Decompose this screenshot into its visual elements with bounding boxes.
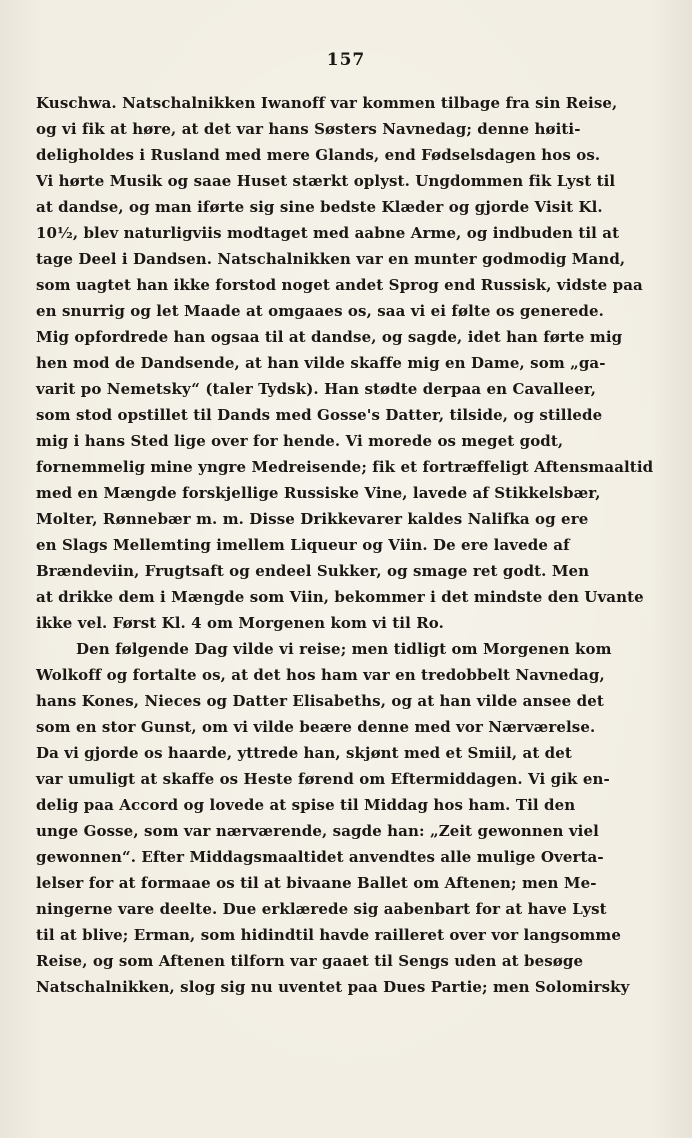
text-line: Natschalnikken, slog sig nu uventet paa Dues Partie; men Solomirsky <box>36 978 630 996</box>
text-line: hans Kones, Nieces og Datter Elisabeths, og at han vilde ansee det <box>36 692 604 710</box>
text-line: tage Deel i Dandsen. Natschalnikken var en munter godmodig Mand, <box>36 250 626 268</box>
text-line: til at blive; Erman, som hidindtil havde railleret over vor langsomme <box>36 926 622 944</box>
text-line: en snurrig og let Maade at omgaaes os, saa vi ei følte os generede. <box>36 302 604 320</box>
paragraph-2 <box>36 636 630 1000</box>
text-line: at dandse, og man iførte sig sine bedste Klæder og gjorde Visit Kl. <box>36 198 603 216</box>
text-line: en Slags Mellemting imellem Liqueur og Viin. De ere lavede af <box>36 536 570 554</box>
body-text <box>36 90 654 1000</box>
text-line: at drikke dem i Mængde som Viin, bekommer i det mindste den Uvante <box>36 588 644 606</box>
text-line: ikke vel. Først Kl. 4 om Morgenen kom vi til Ro. <box>36 614 444 632</box>
text-line: Reise, og som Aftenen tilforn var gaaet til Sengs uden at besøge <box>36 952 584 970</box>
paragraph-1 <box>36 90 654 636</box>
page-number: 157 <box>326 50 366 70</box>
text-line: Molter, Rønnebær m. m. Disse Drikkevarer kaldes Nalifka og ere <box>36 510 589 528</box>
text-line: gewonnen“. Efter Middagsmaaltidet anvendtes alle mulige Overta- <box>36 848 604 866</box>
text-line: Wolkoff og fortalte os, at det hos ham var en tredobbelt Navnedag, <box>36 666 605 684</box>
text-line: Da vi gjorde os haarde, yttrede han, skjønt med et Smiil, at det <box>36 744 572 762</box>
text-line: varit po Nemetsky“ (taler Tydsk). Han stødte derpaa en Cavalleer, <box>36 380 597 398</box>
text-line: delig paa Accord og lovede at spise til Middag hos ham. Til den <box>36 796 576 814</box>
text-line: og vi fik at høre, at det var hans Søsters Navnedag; denne høiti- <box>36 120 581 138</box>
text-line: fornemmelig mine yngre Medreisende; fik et fortræffeligt Aftensmaaltid <box>36 458 654 476</box>
text-line: deligholdes i Rusland med mere Glands, end Fødselsdagen hos os. <box>36 146 601 164</box>
text-line: Den følgende Dag vilde vi reise; men tidligt om Morgenen kom <box>76 640 612 658</box>
text-line: 10½, blev naturligviis modtaget med aabne Arme, og indbuden til at <box>36 224 620 242</box>
text-line: unge Gosse, som var nærværende, sagde han: „Zeit gewonnen viel <box>36 822 599 840</box>
text-line: som stod opstillet til Dands med Gosse's Datter, tilside, og stillede <box>36 406 603 424</box>
text-line: Vi hørte Musik og saae Huset stærkt oplyst. Ungdommen fik Lyst til <box>36 172 616 190</box>
text-line: mig i hans Sted lige over for hende. Vi morede os meget godt, <box>36 432 564 450</box>
text-line: som uagtet han ikke forstod noget andet Sprog end Russisk, vidste paa <box>36 276 643 294</box>
text-line: var umuligt at skaffe os Heste førend om Eftermiddagen. Vi gik en- <box>36 770 610 788</box>
text-line: ningerne vare deelte. Due erklærede sig aabenbart for at have Lyst <box>36 900 607 918</box>
text-line: lelser for at formaae os til at bivaane Ballet om Aftenen; men Me- <box>36 874 597 892</box>
text-line: som en stor Gunst, om vi vilde beære denne med vor Nærværelse. <box>36 718 596 736</box>
text-line: Brændeviin, Frugtsaft og endeel Sukker, og smage ret godt. Men <box>36 562 590 580</box>
text-line: Mig opfordrede han ogsaa til at dandse, og sagde, idet han førte mig <box>36 328 623 346</box>
text-line: Kuschwa. Natschalnikken Iwanoff var kommen tilbage fra sin Reise, <box>36 94 618 112</box>
text-line: med en Mængde forskjellige Russiske Vine, lavede af Stikkelsbær, <box>36 484 601 502</box>
text-line: hen mod de Dandsende, at han vilde skaffe mig en Dame, som „ga- <box>36 354 606 372</box>
